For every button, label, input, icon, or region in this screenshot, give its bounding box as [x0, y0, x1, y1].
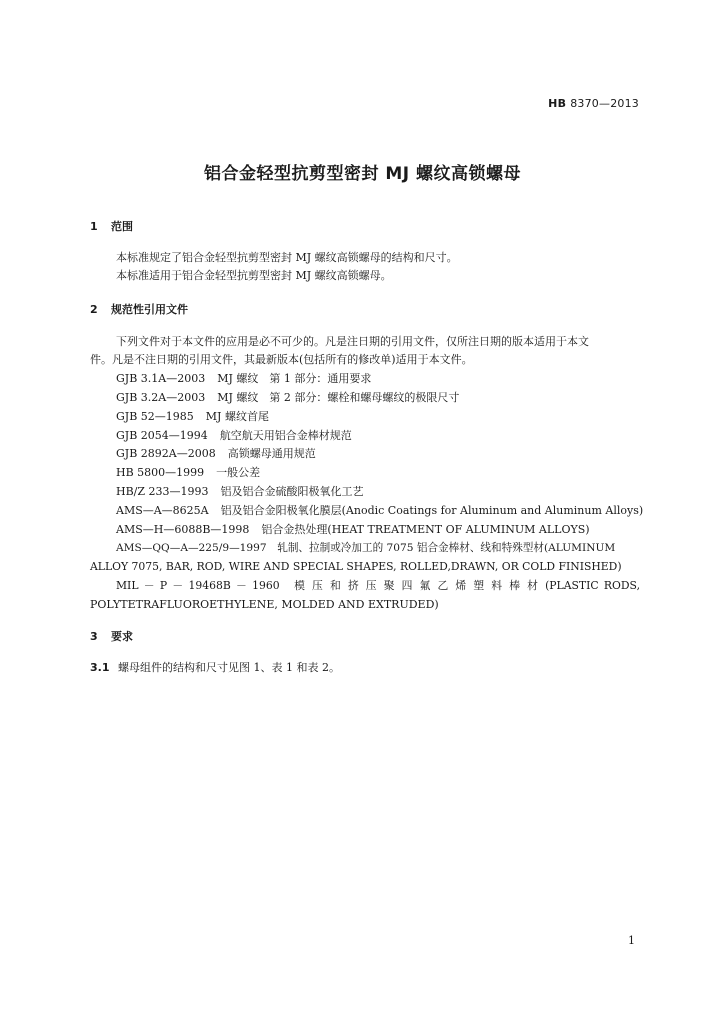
page-number: 1	[628, 934, 635, 947]
reference-item	[116, 389, 640, 406]
document-title: 铝合金轻型抗剪型密封 MJ 螺纹高锁螺母	[203, 164, 522, 184]
reference-item	[116, 445, 640, 462]
reference-code: AMS—H—6088B—1998	[116, 523, 250, 536]
reference-item	[116, 521, 640, 538]
reference-name: MJ 螺纹首尾	[205, 410, 269, 423]
section-heading-references	[90, 301, 188, 317]
reference-code: GJB 52—1985	[116, 410, 194, 423]
paragraph: 本标准适用于铝合金轻型抗剪型密封 MJ 螺纹高锁螺母。	[116, 269, 392, 282]
reference-item-line: POLYTETRAFLUOROETHYLENE, MOLDED AND EXTRUDED)	[90, 598, 439, 611]
reference-code: GJB 3.2A—2003	[116, 391, 206, 404]
section-number: 3	[90, 630, 98, 643]
reference-code: GJB 3.1A—2003	[116, 372, 206, 385]
reference-code: GJB 2054—1994	[116, 429, 208, 442]
clause-3-1	[90, 659, 640, 676]
paragraph-line: 件。凡是不注日期的引用文件，其最新版本(包括所有的修改单)适用于本文件。	[90, 353, 473, 366]
section-title: 要求	[111, 630, 133, 643]
paragraph: 本标准规定了铝合金轻型抗剪型密封 MJ 螺纹高锁螺母的结构和尺寸。	[116, 251, 458, 264]
reference-item	[116, 502, 644, 519]
standard-number	[548, 97, 639, 110]
reference-item	[116, 464, 640, 481]
section-title: 范围	[111, 220, 133, 233]
reference-name: 铝合金热处理(HEAT TREATMENT OF ALUMINUM ALLOYS)	[261, 523, 590, 536]
section-heading-requirements	[90, 628, 133, 644]
reference-code: HB/Z 233—1993	[116, 485, 209, 498]
reference-item	[116, 408, 640, 425]
section-number: 1	[90, 220, 98, 233]
standard-code: 8370—2013	[570, 97, 639, 110]
reference-item	[116, 483, 640, 500]
reference-item-line: AMS—QQ—A—225/9—1997 轧制、拉制或冷加工的 7075 铝合金棒材、线和特殊型材(ALUMINUM	[116, 542, 616, 554]
section-title: 规范性引用文件	[111, 303, 188, 316]
reference-name: 铝及铝合金硫酸阳极氧化工艺	[220, 485, 364, 498]
clause-number: 3.1	[90, 661, 110, 674]
reference-name: MJ 螺纹 第 1 部分：通用要求	[217, 372, 372, 385]
paragraph-line: 下列文件对于本文件的应用是必不可少的。凡是注日期的引用文件，仅所注日期的版本适用于本文	[116, 335, 589, 348]
reference-name: 一般公差	[216, 466, 261, 479]
reference-name: MJ 螺纹 第 2 部分：螺栓和螺母螺纹的极限尺寸	[217, 391, 460, 404]
section-heading-scope	[90, 218, 133, 234]
reference-item	[116, 427, 640, 444]
standard-prefix: HB	[548, 97, 567, 110]
reference-item-line: ALLOY 7075, BAR, ROD, WIRE AND SPECIAL SHAPES, ROLLED,DRAWN, OR COLD FINISHED)	[90, 560, 622, 573]
reference-name: 铝及铝合金阳极氧化膜层(Anodic Coatings for Aluminum and Aluminum Alloys)	[220, 504, 644, 517]
reference-item	[116, 370, 640, 387]
clause-text: 螺母组件的结构和尺寸见图 1、表 1 和表 2。	[118, 661, 340, 674]
reference-code: AMS—A—8625A	[116, 504, 209, 517]
section-number: 2	[90, 303, 98, 316]
reference-name: 高锁螺母通用规范	[227, 447, 316, 460]
reference-code: HB 5800—1999	[116, 466, 205, 479]
reference-item-line: MIL － P － 19468B － 1960 模 压 和 挤 压 聚 四 氟 乙 烯 塑 料 棒 材 (PLASTIC RODS,	[116, 579, 640, 592]
reference-code: GJB 2892A—2008	[116, 447, 216, 460]
reference-name: 航空航天用铝合金棒材规范	[219, 429, 352, 442]
